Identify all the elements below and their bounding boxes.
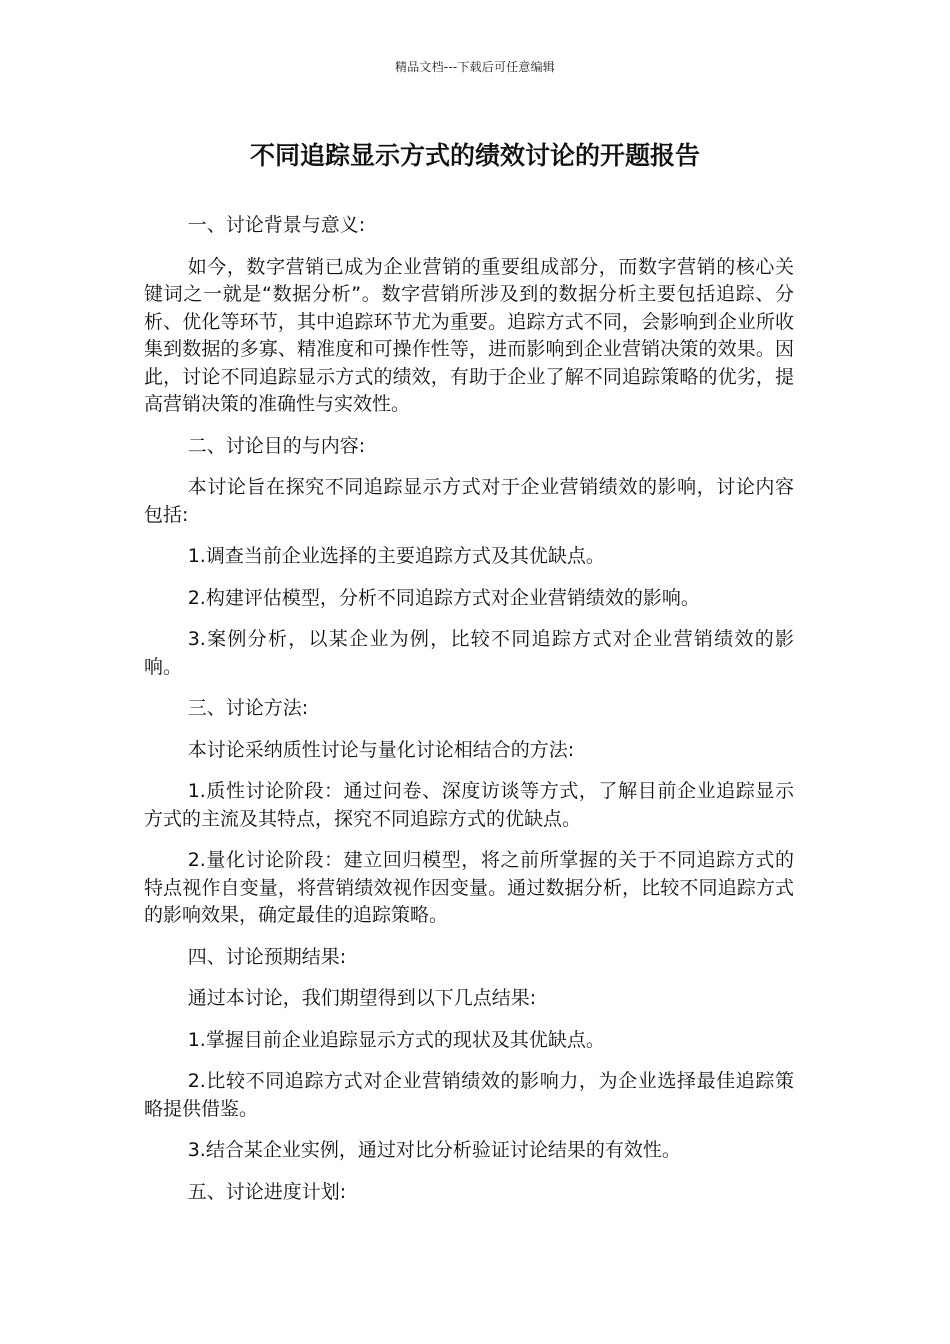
document-body [144, 212, 794, 1220]
list-item-purpose-1: 1.调查当前企业选择的主要追踪方式及其优缺点。 [187, 545, 605, 567]
list-item-purpose-2: 2.构建评估模型，分析不同追踪方式对企业营销绩效的影响。 [187, 586, 700, 609]
section-heading-schedule: 五、讨论进度计划: [187, 1180, 347, 1203]
paragraph-method-intro: 本讨论采纳质性讨论与量化讨论相结合的方法: [187, 738, 575, 761]
header-note: 精品文档---下载后可任意编辑 [395, 60, 555, 74]
section-heading-method: 三、讨论方法: [187, 697, 309, 719]
list-item-method-1: 1.质性讨论阶段：通过问卷、深度访谈等方式，了解目前企业追踪显示方式的主流及其特点，探究不同追踪方式的优缺点。 [144, 780, 794, 830]
paragraph-results-intro: 通过本讨论，我们期望得到以下几点结果: [187, 987, 537, 1009]
section-heading-results: 四、讨论预期结果: [187, 945, 347, 968]
list-item-purpose-3: 3.案例分析，以某企业为例，比较不同追踪方式对企业营销绩效的影响。 [144, 628, 794, 678]
document-title: 不同追踪显示方式的绩效讨论的开题报告 [249, 141, 700, 170]
section-heading-background: 一、讨论背景与意义: [187, 214, 366, 236]
list-item-method-2: 2.量化讨论阶段：建立回归模型，将之前所掌握的关于不同追踪方式的特点视作自变量，将营销绩效视作因变量。通过数据分析，比较不同追踪方式的影响效果，确定最佳的追踪策略。 [144, 849, 794, 926]
paragraph-purpose-intro: 本讨论旨在探究不同追踪显示方式对于企业营销绩效的影响，讨论内容包括: [144, 476, 794, 526]
list-item-results-2: 2.比较不同追踪方式对企业营销绩效的影响力，为企业选择最佳追踪策略提供借鉴。 [144, 1070, 794, 1120]
list-item-results-1: 1.掌握目前企业追踪显示方式的现状及其优缺点。 [187, 1028, 605, 1051]
list-item-results-3: 3.结合某企业实例，通过对比分析验证讨论结果的有效性。 [187, 1139, 681, 1161]
paragraph-background: 如今，数字营销已成为企业营销的重要组成部分，而数字营销的核心关键词之一就是“数据分析”。数字营销所涉及到的数据分析主要包括追踪、分析、优化等环节，其中追踪环节尤为重要。追踪方式不同，会影响到企业所收集到数据的多寡、精准度和可操作性等，进而影响到企业营销决策的效果。因此，讨论不同追踪显示方式的绩效，有助于企业了解不同追踪策略的优劣，提高营销决策的准确性与实效性。 [144, 255, 794, 415]
section-heading-purpose: 二、讨论目的与内容: [187, 434, 366, 457]
